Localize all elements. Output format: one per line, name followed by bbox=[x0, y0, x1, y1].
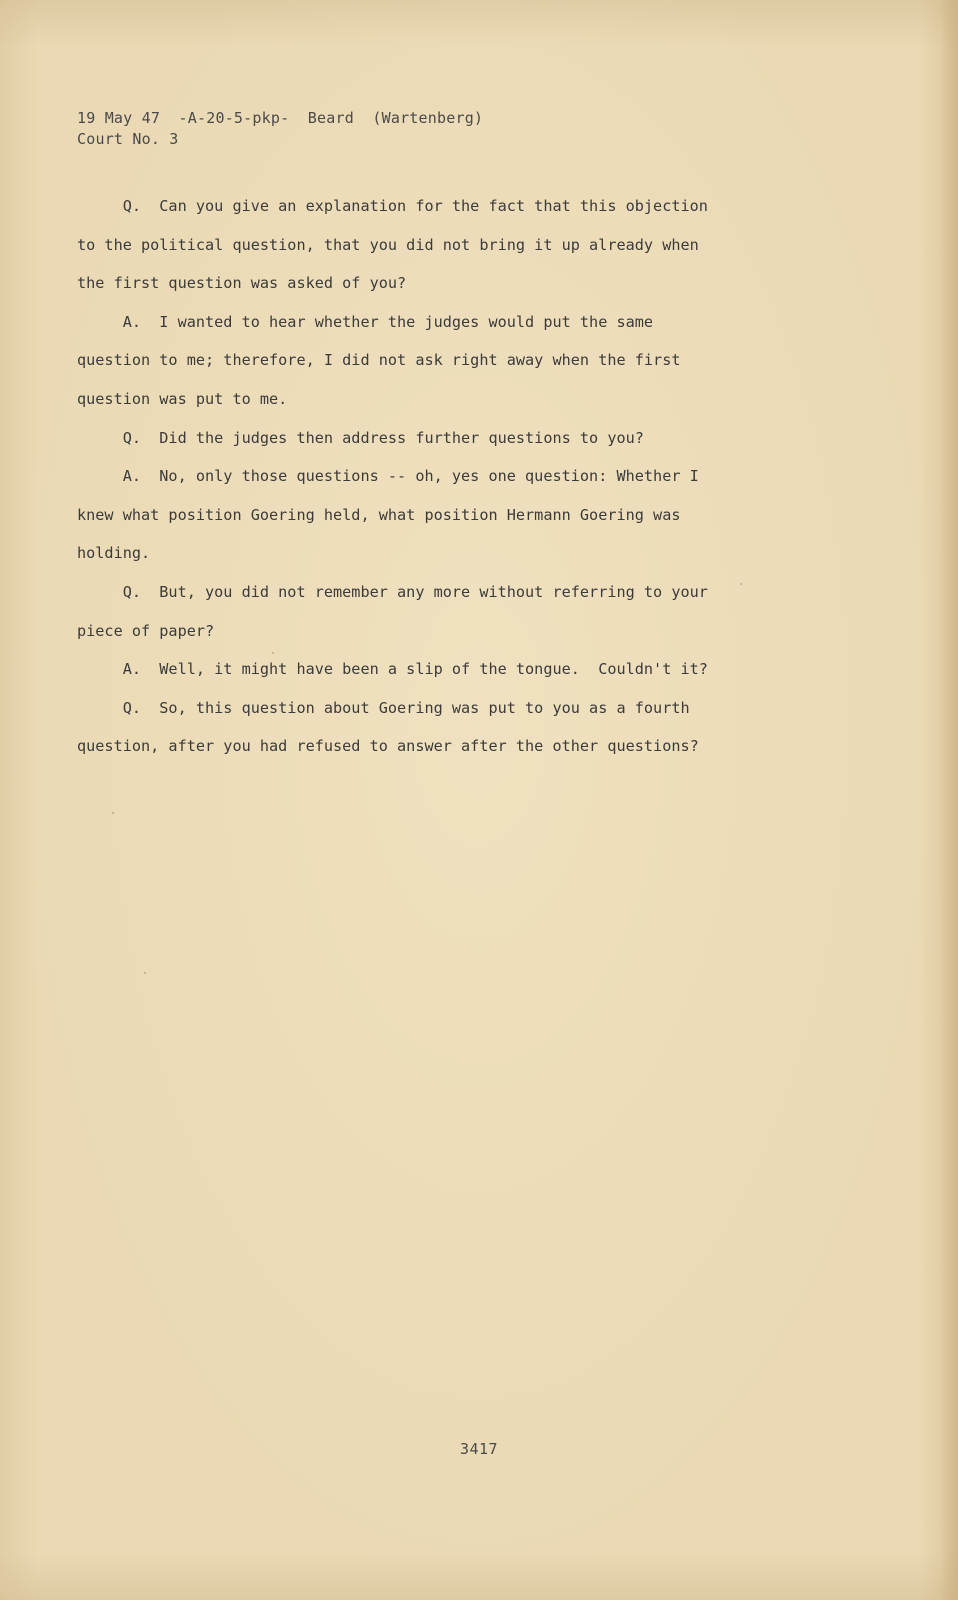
transcript-line: A. Well, it might have been a slip of the tongue. Couldn't it? bbox=[77, 660, 708, 679]
transcript-line: holding. bbox=[77, 544, 151, 563]
transcript-line: Q. But, you did not remember any more without referring to your bbox=[77, 582, 708, 601]
transcript-line: question, after you had refused to answer after the other questions? bbox=[77, 737, 699, 756]
transcript-line: A. No, only those questions -- oh, yes one question: Whether I bbox=[77, 467, 699, 486]
page-number: 3417 bbox=[459, 1440, 499, 1458]
header-court-line: Court No. 3 bbox=[77, 130, 179, 148]
transcript-line: A. I wanted to hear whether the judges would put the same bbox=[77, 312, 654, 331]
transcript-line: question was put to me. bbox=[77, 389, 288, 408]
transcript-line: question to me; therefore, I did not ask right away when the first bbox=[77, 351, 681, 370]
paper-speck bbox=[272, 652, 274, 654]
page-edge-shadow bbox=[940, 0, 958, 1600]
document-header bbox=[77, 108, 483, 150]
transcript-line: Q. So, this question about Goering was put to you as a fourth bbox=[77, 698, 690, 717]
transcript-line: Q. Can you give an explanation for the fact that this objection bbox=[77, 197, 708, 215]
transcript-line: Q. Did the judges then address further questions to you? bbox=[77, 428, 644, 447]
paper-speck bbox=[112, 812, 114, 814]
header-date-line: 19 May 47 -A-20-5-pkp- Beard (Wartenberg) bbox=[77, 109, 484, 127]
transcript-line: to the political question, that you did not bring it up already when bbox=[77, 235, 699, 254]
paper-speck bbox=[740, 583, 742, 585]
transcript-line: knew what position Goering held, what position Hermann Goering was bbox=[77, 505, 681, 524]
paper-speck bbox=[144, 972, 146, 974]
transcript-line: piece of paper? bbox=[77, 621, 215, 640]
transcript-line: the first question was asked of you? bbox=[77, 274, 407, 293]
transcript-body bbox=[77, 187, 817, 766]
paper-speck bbox=[493, 512, 495, 514]
